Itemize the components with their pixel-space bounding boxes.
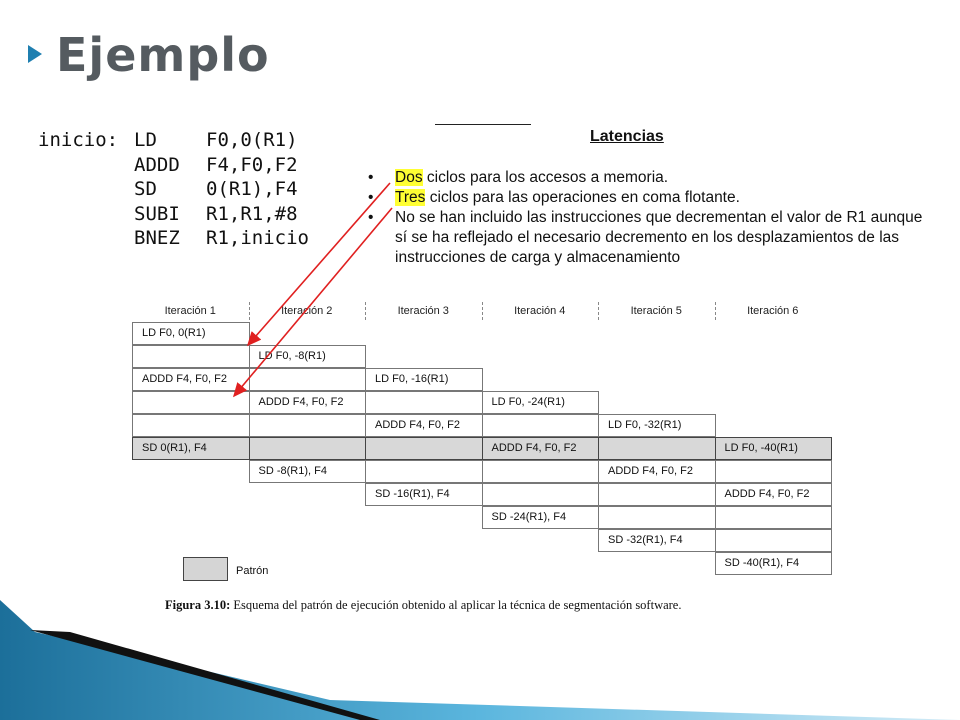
code-args: R1,inicio [206, 227, 309, 249]
caption-text: Esquema del patrón de ejecución obtenido al aplicar la técnica de segmentación software. [230, 598, 682, 612]
table-cell: ADDD F4, F0, F2 [132, 368, 250, 391]
code-args: R1,R1,#8 [206, 202, 298, 225]
table-cell: LD F0, -8(R1) [249, 345, 367, 368]
table-cell: SD -40(R1), F4 [715, 552, 833, 575]
column-header: Iteración 5 [630, 305, 682, 317]
column-header: Iteración 6 [747, 305, 799, 317]
table-cell: SD -16(R1), F4 [365, 483, 483, 506]
table-cell: ADDD F4, F0, F2 [482, 437, 600, 460]
table-cell: SD 0(R1), F4 [132, 437, 250, 460]
arrow-line [234, 208, 392, 396]
arrow-line [248, 183, 390, 345]
highlighted-word: Dos [395, 169, 423, 186]
column-header: Iteración 3 [397, 305, 449, 317]
code-opcode: LD [134, 129, 157, 151]
slide-title: Ejemplo [56, 28, 270, 82]
table-cell: ADDD F4, F0, F2 [598, 460, 716, 483]
code-args: 0(R1),F4 [206, 178, 298, 200]
table-cell: LD F0, -24(R1) [482, 391, 600, 414]
latencias-heading: Latencias [590, 128, 664, 145]
table-cell: LD F0, -16(R1) [365, 368, 483, 391]
code-opcode: SUBI [134, 202, 180, 225]
legend-label: Patrón [236, 565, 269, 577]
code-args: F0,0(R1) [206, 129, 298, 151]
column-header: Iteración 2 [281, 305, 333, 317]
table-cell: ADDD F4, F0, F2 [715, 483, 833, 506]
code-label: inicio: [38, 129, 119, 151]
bullet-icon: • [368, 209, 374, 226]
list-item-rest: ciclos para los accesos a memoria. [422, 169, 669, 186]
table-cell: ADDD F4, F0, F2 [249, 391, 367, 414]
table-cell: LD F0, -40(R1) [715, 437, 833, 460]
caption-label: Figura 3.10: [165, 598, 231, 612]
list-item-text: No se han incluido las instrucciones que decrementan el valor de R1 aunque sí se ha reflejado el necesario decremento en los desplazamientos de las instrucciones de carga y almacenamiento [395, 209, 923, 266]
table-cell: SD -24(R1), F4 [482, 506, 600, 529]
highlighted-word: Tres [395, 189, 426, 206]
table-cell: LD F0, 0(R1) [132, 322, 250, 345]
bullet-icon: • [368, 169, 374, 186]
table-cell: SD -8(R1), F4 [249, 460, 367, 483]
table-cell: ADDD F4, F0, F2 [365, 414, 483, 437]
bullet-icon: • [368, 189, 374, 206]
footer-decoration [0, 560, 960, 720]
list-item-rest: ciclos para las operaciones en coma flotante. [425, 189, 740, 206]
code-opcode: ADDD [134, 153, 180, 176]
column-header: Iteración 1 [164, 305, 216, 317]
column-header: Iteración 4 [514, 305, 566, 317]
table-cell: LD F0, -32(R1) [598, 414, 716, 437]
code-opcode: BNEZ [134, 227, 180, 249]
table-cell: SD -32(R1), F4 [598, 529, 716, 552]
code-opcode: SD [134, 178, 157, 200]
code-args: F4,F0,F2 [206, 153, 298, 176]
